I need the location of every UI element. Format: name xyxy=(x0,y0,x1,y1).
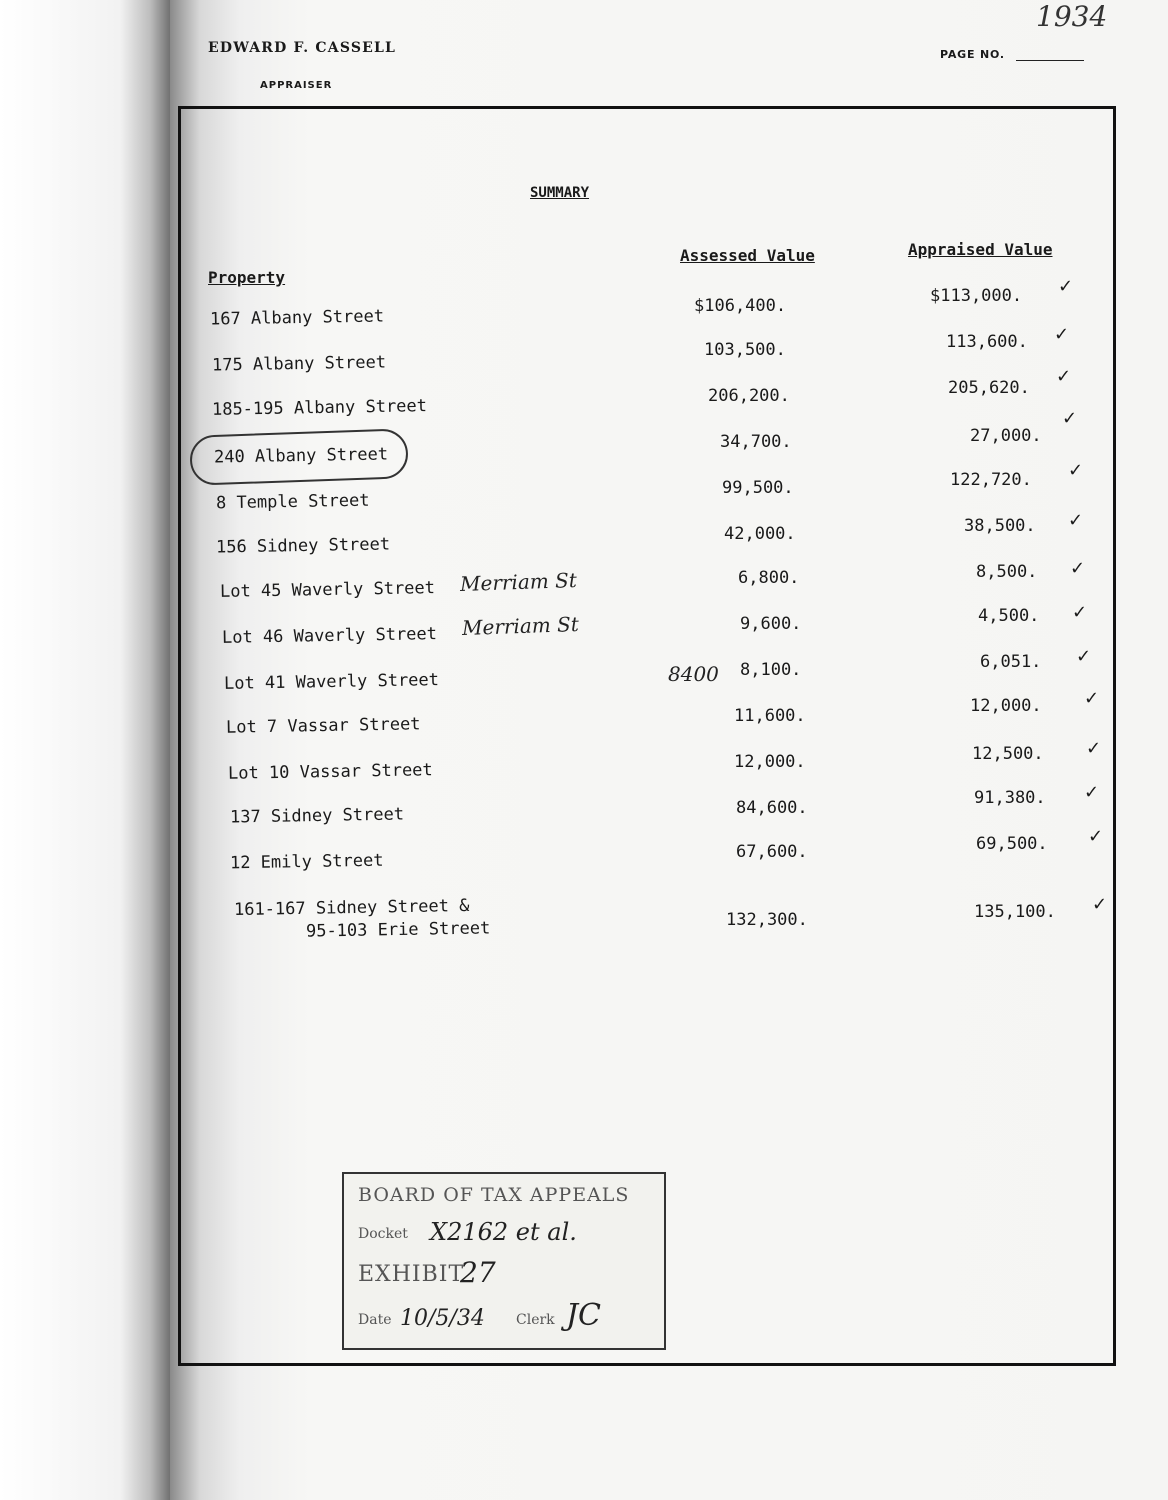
assessed-value: 103,500. xyxy=(704,340,786,360)
stamp-exhibit-label: EXHIBIT xyxy=(358,1262,465,1287)
assessed-value: 206,200. xyxy=(708,386,790,406)
stamp-date-value: 10/5/34 xyxy=(400,1306,485,1331)
stamp-date-label: Date xyxy=(358,1312,392,1328)
appraised-value: 27,000. xyxy=(970,426,1042,446)
appraised-value: 91,380. xyxy=(974,788,1046,808)
appraised-value: 12,500. xyxy=(972,744,1044,764)
property-name: 175 Albany Street xyxy=(211,352,387,376)
property-name: 167 Albany Street xyxy=(209,306,385,330)
checkmark-icon: ✓ xyxy=(1076,646,1092,667)
letterhead-title: APPRAISER xyxy=(260,80,333,91)
property-name: Lot 10 Vassar Street xyxy=(227,760,433,784)
checkmark-icon: ✓ xyxy=(1062,408,1078,429)
property-name: 12 Emily Street xyxy=(229,850,384,874)
property-column-header: Property xyxy=(208,268,286,287)
property-name: Lot 46 Waverly Street xyxy=(221,624,438,648)
checkmark-icon: ✓ xyxy=(1092,894,1108,915)
checkmark-icon: ✓ xyxy=(1072,602,1088,623)
appraised-value: 122,720. xyxy=(950,470,1032,490)
checkmark-icon: ✓ xyxy=(1088,826,1104,847)
assessed-value: 34,700. xyxy=(720,432,792,452)
exhibit-stamp xyxy=(342,1172,666,1350)
appraised-value: 6,051. xyxy=(980,652,1042,672)
property-name: 156 Sidney Street xyxy=(215,534,391,558)
stamp-clerk-initials: JC xyxy=(566,1298,601,1333)
appraised-column-header: Appraised Value xyxy=(908,240,1053,259)
appraised-value: 113,600. xyxy=(946,332,1028,352)
appraised-value: 69,500. xyxy=(976,834,1048,854)
property-name: Lot 45 Waverly Street xyxy=(219,578,436,602)
assessed-value: 11,600. xyxy=(734,706,806,726)
letterhead-name: EDWARD F. CASSELL xyxy=(208,40,397,56)
assessed-value: 6,800. xyxy=(738,568,800,588)
assessed-value: 42,000. xyxy=(724,524,796,544)
appraised-value: 4,500. xyxy=(978,606,1040,626)
stamp-docket-label: Docket xyxy=(358,1226,408,1242)
property-name: Lot 41 Waverly Street xyxy=(223,670,440,694)
property-name: Lot 7 Vassar Street xyxy=(225,714,421,738)
checkmark-icon: ✓ xyxy=(1056,366,1072,387)
property-name: 137 Sidney Street xyxy=(229,804,405,828)
assessed-value: 8,100. xyxy=(740,660,802,680)
checkmark-icon: ✓ xyxy=(1068,510,1084,531)
property-name: 161-167 Sidney Street & xyxy=(233,895,470,921)
assessed-value: 9,600. xyxy=(740,614,802,634)
property-name: 8 Temple Street xyxy=(215,490,370,514)
appraised-value: 12,000. xyxy=(970,696,1042,716)
property-name: 240 Albany Street xyxy=(213,444,389,468)
handwritten-note: Merriam St xyxy=(459,567,578,597)
appraised-value: 8,500. xyxy=(976,562,1038,582)
page-number-line xyxy=(1016,60,1084,61)
checkmark-icon: ✓ xyxy=(1068,460,1084,481)
assessed-value: 132,300. xyxy=(726,910,808,930)
checkmark-icon: ✓ xyxy=(1084,688,1100,709)
appraised-value: 38,500. xyxy=(964,516,1036,536)
stamp-exhibit-number: 27 xyxy=(460,1256,496,1289)
assessed-value: 84,600. xyxy=(736,798,808,818)
checkmark-icon: ✓ xyxy=(1086,738,1102,759)
appraised-value: 135,100. xyxy=(974,902,1056,922)
checkmark-icon: ✓ xyxy=(1070,558,1086,579)
property-name: 185-195 Albany Street xyxy=(211,396,428,420)
assessed-value: $106,400. xyxy=(694,296,787,316)
checkmark-icon: ✓ xyxy=(1054,324,1070,345)
appraised-value: 205,620. xyxy=(948,378,1030,398)
assessed-value: 12,000. xyxy=(734,752,806,772)
assessed-value: 67,600. xyxy=(736,842,808,862)
checkmark-icon: ✓ xyxy=(1058,276,1074,297)
checkmark-icon: ✓ xyxy=(1084,782,1100,803)
handwritten-note: Merriam St xyxy=(461,611,580,641)
book-binding-shadow xyxy=(0,0,190,1500)
assessed-column-header: Assessed Value xyxy=(680,246,815,265)
property-name-line2: 95-103 Erie Street xyxy=(305,918,491,942)
assessed-value: 99,500. xyxy=(722,478,794,498)
handwritten-note: 8400 xyxy=(668,662,719,686)
page-title: SUMMARY xyxy=(530,185,590,201)
stamp-board-title: BOARD OF TAX APPEALS xyxy=(358,1184,630,1206)
stamp-clerk-label: Clerk xyxy=(516,1312,555,1328)
appraised-value: $113,000. xyxy=(930,286,1023,306)
page-number-label: PAGE NO. xyxy=(940,48,1005,61)
stamp-docket-value: X2162 et al. xyxy=(430,1218,577,1246)
handwritten-year: 1934 xyxy=(1036,0,1108,33)
